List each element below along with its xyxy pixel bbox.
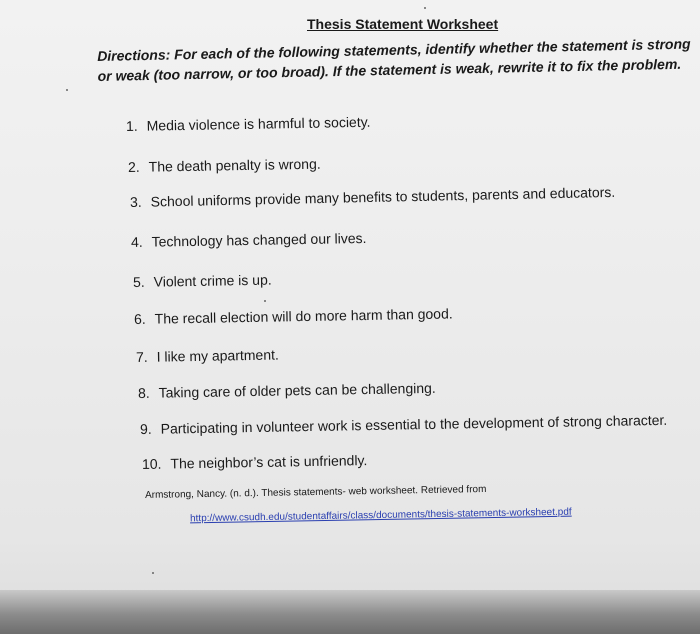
list-item bbox=[133, 272, 272, 290]
directions-text: Directions: For each of the following statements, identify whether the statement is strong or weak (too narrow, or too broad). If the statement is weak, rewrite it to fix the problem. bbox=[97, 35, 691, 84]
page-speck bbox=[264, 300, 266, 302]
page-speck bbox=[66, 89, 68, 91]
list-item bbox=[136, 347, 279, 365]
list-item bbox=[134, 305, 453, 327]
page-speck bbox=[424, 7, 426, 9]
item-number: 1. bbox=[125, 117, 138, 134]
list-item bbox=[142, 452, 368, 472]
item-number: 10. bbox=[141, 455, 162, 472]
item-text: The death penalty is wrong. bbox=[148, 155, 321, 175]
item-text: The recall election will do more harm than good. bbox=[154, 305, 453, 327]
item-text: Technology has changed our lives. bbox=[151, 229, 367, 250]
photo-bottom-edge bbox=[0, 590, 700, 634]
item-number: 5. bbox=[132, 273, 145, 290]
item-number: 8. bbox=[137, 384, 150, 401]
list-item bbox=[126, 114, 371, 134]
list-item bbox=[128, 156, 321, 175]
item-number: 4. bbox=[130, 233, 143, 250]
item-text: Media violence is harmful to society. bbox=[146, 113, 371, 134]
item-number: 9. bbox=[139, 420, 152, 437]
item-text: Taking care of older pets can be challenging. bbox=[158, 379, 436, 401]
item-number: 6. bbox=[133, 310, 146, 327]
list-item bbox=[131, 230, 367, 250]
item-text: School uniforms provide many benefits to students, parents and educators. bbox=[150, 183, 616, 210]
item-text: I like my apartment. bbox=[156, 346, 279, 365]
item-number: 7. bbox=[135, 348, 148, 365]
list-item bbox=[140, 412, 667, 437]
worksheet-title: Thesis Statement Worksheet bbox=[307, 16, 499, 32]
list-item bbox=[138, 380, 436, 401]
item-text: Participating in volunteer work is essential to the development of strong character. bbox=[160, 411, 668, 437]
item-number: 2. bbox=[127, 158, 140, 175]
item-text: Violent crime is up. bbox=[153, 271, 272, 290]
item-number: 3. bbox=[129, 193, 142, 210]
citation-link[interactable]: http://www.csudh.edu/studentaffairs/class/documents/thesis-statements-worksheet.pdf bbox=[189, 506, 572, 525]
item-text: The neighbor’s cat is unfriendly. bbox=[170, 452, 368, 472]
page-speck bbox=[152, 572, 154, 574]
citation-text: Armstrong, Nancy. (n. d.). Thesis statements- web worksheet. Retrieved from bbox=[144, 484, 487, 501]
list-item bbox=[130, 184, 616, 210]
